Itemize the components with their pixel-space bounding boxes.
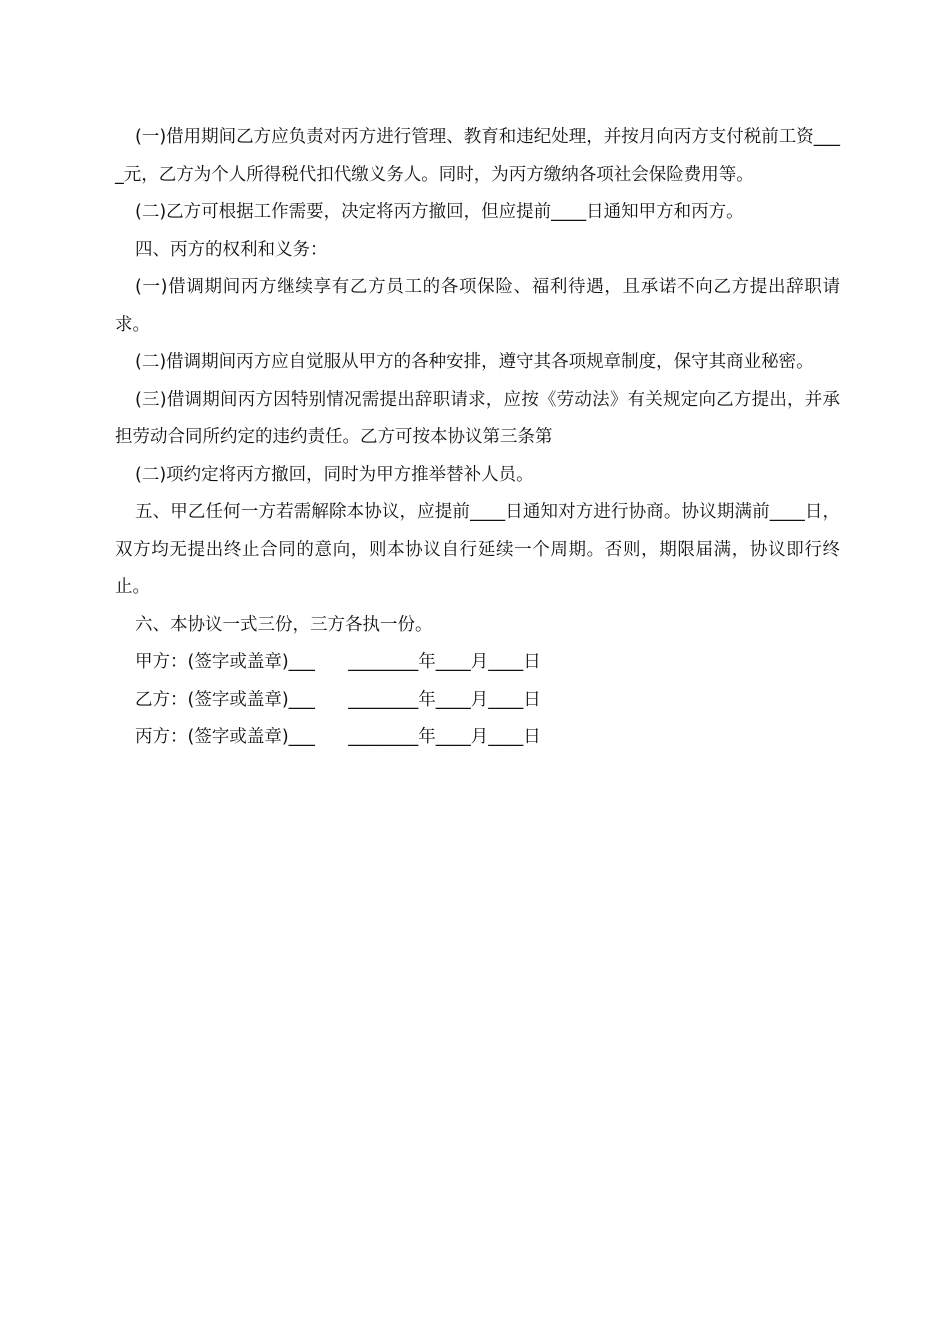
paragraph-copies-clause: 六、本协议一式三份，三方各执一份。: [135, 614, 433, 635]
paragraph-benefits-clause: (一)借调期间丙方继续享有乙方员工的各项保险、福利待遇，且承诺不向乙方提出辞职请求。: [115, 277, 840, 335]
signature-row-party-b: 乙方：(签字或盖章)___ ________年____月____日: [135, 689, 541, 710]
signature-row-party-c: 丙方：(签字或盖章)___ ________年____月____日: [135, 727, 541, 747]
paragraph-resignation-clause: (三)借调期间丙方因特别情况需提出辞职请求，应按《劳动法》有关规定向乙方提出，并承担劳动合同所约定的违约责任。乙方可按本协议第三条第: [115, 389, 840, 447]
paragraph-obey-rules-clause: (二)借调期间丙方应自觉服从甲方的各种安排，遵守其各项规章制度，保守其商业秘密。: [135, 352, 814, 372]
signature-row-party-a: 甲方：(签字或盖章)___ ________年____月____日: [135, 652, 541, 672]
paragraph-salary-clause: (一)借用期间乙方应负责对丙方进行管理、教育和违纪处理，并按月向丙方支付税前工资____元，乙方为个人所得税代扣代缴义务人。同时，为丙方缴纳各项社会保险费用等。: [115, 127, 840, 185]
paragraph-recall-clause: (二)乙方可根据工作需要，决定将丙方撤回，但应提前____日通知甲方和丙方。: [135, 202, 744, 222]
paragraph-replacement-clause: (二)项约定将丙方撤回，同时为甲方推举替补人员。: [135, 464, 534, 485]
document-body: [115, 119, 840, 757]
section-heading-party-c-rights: 四、丙方的权利和义务：: [135, 239, 328, 260]
paragraph-termination-clause: 五、甲乙任何一方若需解除本协议，应提前____日通知对方进行协商。协议期满前____日，双方均无提出终止合同的意向，则本协议自行延续一个周期。否则，期限届满，协议即行终止。: [115, 502, 840, 597]
